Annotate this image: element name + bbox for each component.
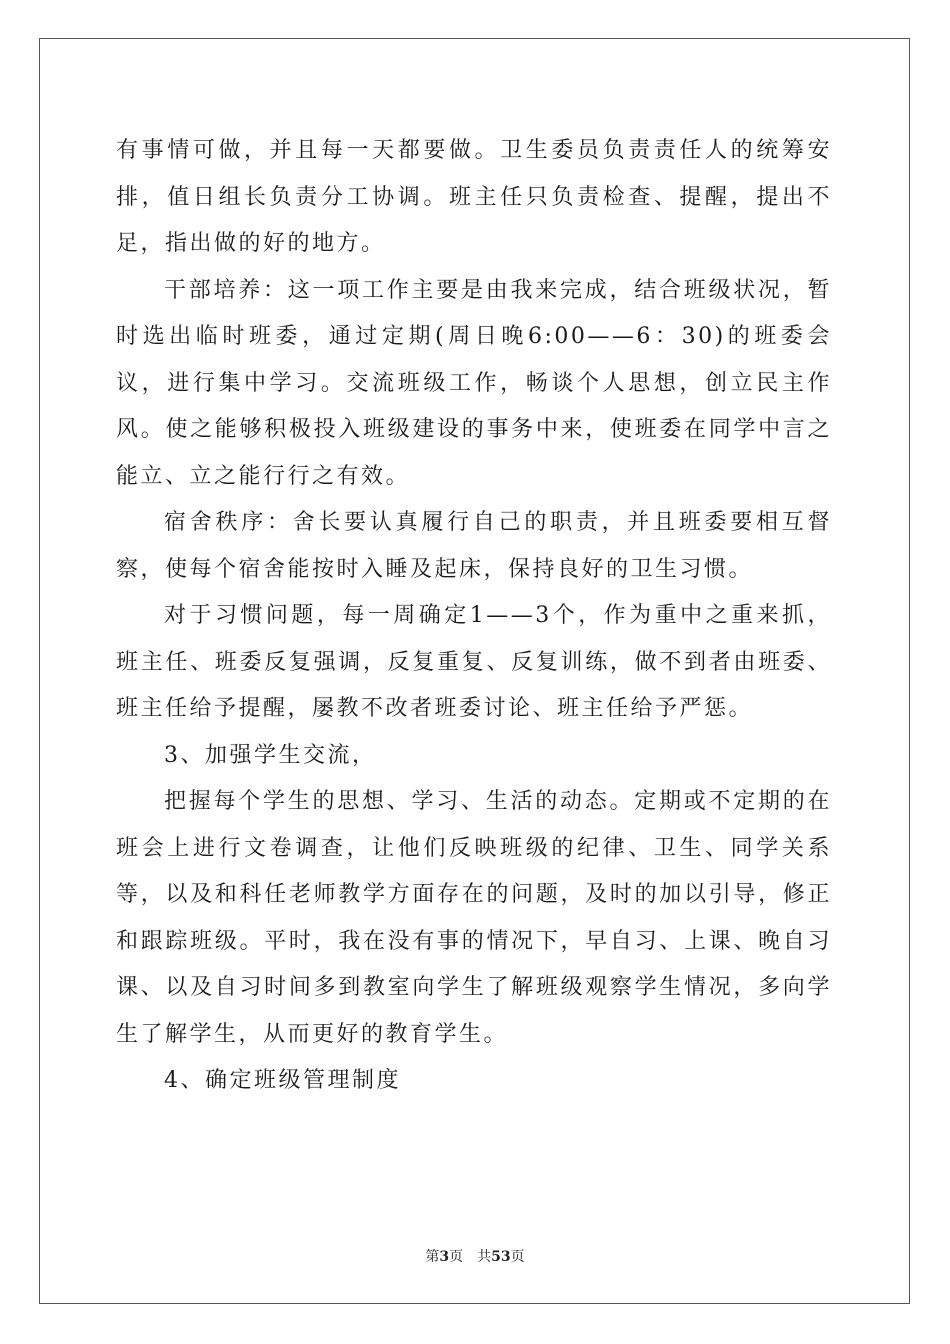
section-heading-3: 3、加强学生交流， — [164, 742, 377, 768]
section-heading-4: 4、确定班级管理制度 — [164, 1068, 401, 1093]
footer-prefix: 第 — [425, 1249, 440, 1265]
paragraph-5: 把握每个学生的思想、学习、生活的动态。定期或不定期的在班会上进行文卷调查，让他们反映班级的纪律、卫生、同学关系等，以及和科任老师教学方面存在的问题，及时的加以引导，修正和跟踪班级。平时，我在没有事的情况下，早自习、上课、晚自习课、以及自习时间多到教室向学生了解班级观察学生情况，多向学生了解学生，从而更好的教育学生。 — [116, 789, 832, 1047]
footer-suffix: 页 — [510, 1249, 525, 1265]
total-page-count: 53 — [491, 1249, 511, 1265]
paragraph-1: 有事情可做，并且每一天都要做。卫生委员负责责任人的统筹安排，值日组长负责分工协调。班主任只负责检查、提醒，提出不足，指出做的好的地方。 — [116, 138, 832, 256]
document-body — [116, 128, 832, 1105]
footer-mid: 页 共 — [449, 1249, 492, 1265]
paragraph-2: 干部培养：这一项工作主要是由我来完成，结合班级状况，暂时选出临时班委，通过定期(周日晚6:00——6：30)的班委会议，进行集中学习。交流班级工作，畅谈个人思想，创立民主作风。使之能够积极投入班级建设的事务中来，使班委在同学中言之能立、立之能行行之有效。 — [116, 277, 832, 489]
page-footer — [0, 1246, 950, 1266]
current-page-number: 3 — [439, 1249, 450, 1265]
paragraph-4: 对于习惯问题，每一周确定1——3个，作为重中之重来抓，班主任、班委反复强调，反复重复、反复训练，做不到者由班委、班主任给予提醒，屡教不改者班委讨论、班主任给予严惩。 — [116, 603, 832, 721]
paragraph-3: 宿舍秩序：舍长要认真履行自己的职责，并且班委要相互督察，使每个宿舍能按时入睡及起床，保持良好的卫生习惯。 — [116, 510, 832, 582]
